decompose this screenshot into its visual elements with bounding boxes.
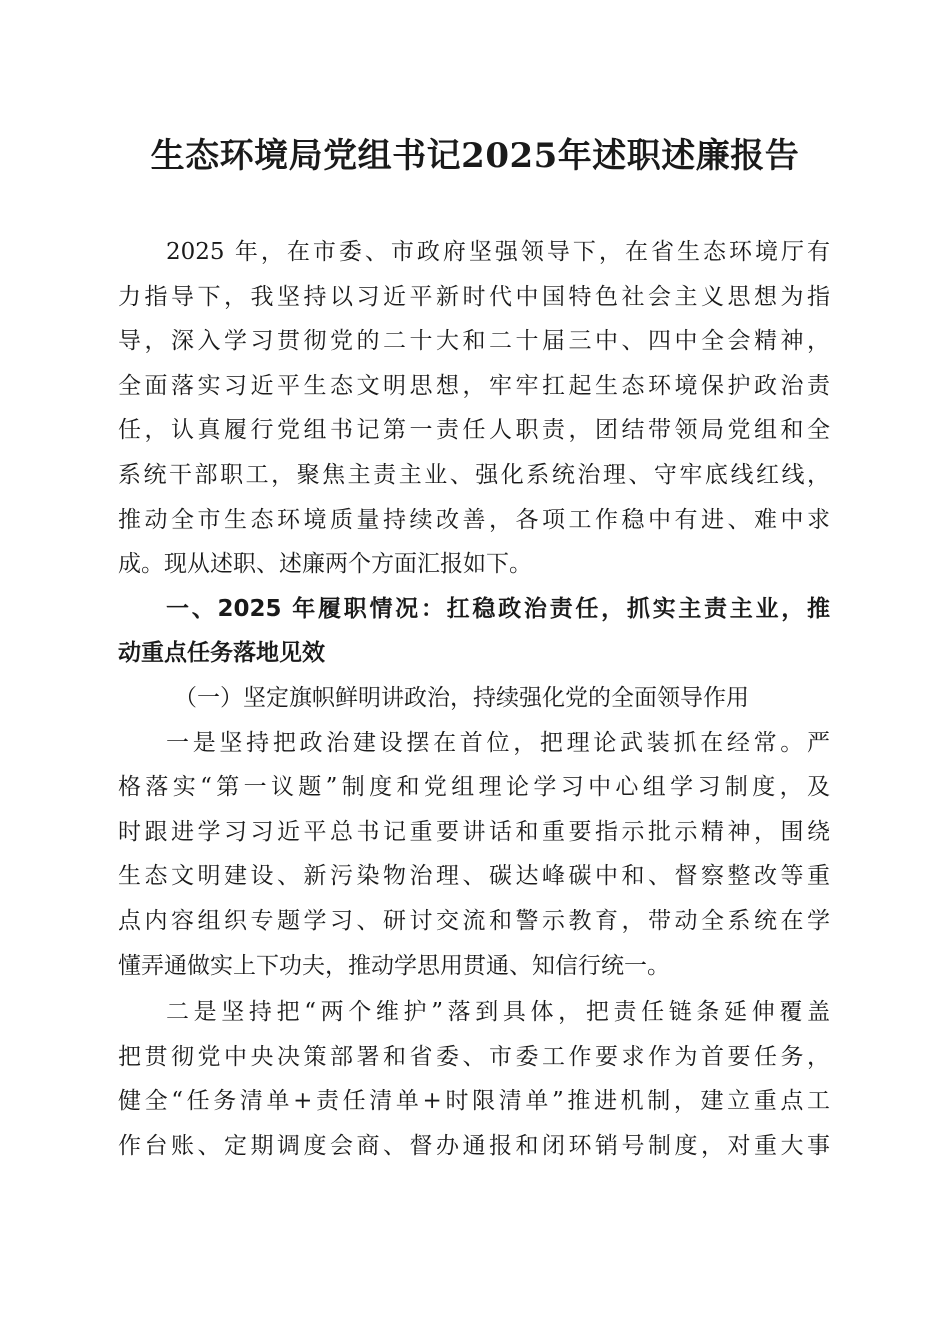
document-title: 生态环境局党组书记2025年述职述廉报告 [150,136,800,176]
paragraph-line: 系统干部职工，聚焦主责主业、强化系统治理、守牢底线红线， [118,461,830,488]
section-heading-line: 动重点任务落地见效 [118,640,325,667]
paragraph-line: 全面落实习近平生态文明思想，牢牢扛起生态环境保护政治责 [118,372,830,399]
paragraph-line: 导，深入学习贯彻党的二十大和二十届三中、四中全会精神， [118,328,830,355]
paragraph-line: 成。现从述职、述廉两个方面汇报如下。 [118,551,532,578]
paragraph-line: 推动全市生态环境质量持续改善，各项工作稳中有进、难中求 [118,506,830,533]
paragraph-line: 一是坚持把政治建设摆在首位，把理论武装抓在经常。严 [166,729,830,756]
paragraph-line: 点内容组织专题学习、研讨交流和警示教育，带动全系统在学 [118,907,830,934]
paragraph-line: 作台账、定期调度会商、督办通报和闭环销号制度，对重大事 [118,1132,830,1159]
subsection-heading: （一）坚定旗帜鲜明讲政治，持续强化党的全面领导作用 [174,684,749,711]
section-heading-line: 一、2025 年履职情况：扛稳政治责任，抓实主责主业，推 [166,595,830,622]
paragraph-line: 格落实“第一议题”制度和党组理论学习中心组学习制度，及 [118,774,830,801]
section-heading [118,587,830,676]
paragraph-line: 懂弄通做实上下功夫，推动学思用贯通、知信行统一。 [118,952,670,979]
paragraph-line: 任，认真履行党组书记第一责任人职责，团结带领局党组和全 [118,417,830,444]
paragraph-line: 2025 年，在市委、市政府坚强领导下，在省生态环境厅有 [166,239,830,265]
paragraph-line: 二是坚持把“两个维护”落到具体，把责任链条延伸覆盖 [166,999,830,1026]
document-body [118,230,830,1168]
paragraph-line: 力指导下，我坚持以习近平新时代中国特色社会主义思想为指 [118,283,830,310]
paragraph-2 [118,990,830,1168]
intro-paragraph [118,230,830,587]
paragraph-line: 把贯彻党中央决策部署和省委、市委工作要求作为首要任务， [118,1043,830,1070]
paragraph-line: 生态文明建设、新污染物治理、碳达峰碳中和、督察整改等重 [118,863,830,890]
paragraph-line: 时跟进学习习近平总书记重要讲话和重要指示批示精神，围绕 [118,818,830,845]
paragraph-line: 健全“任务清单+责任清单+时限清单”推进机制，建立重点工 [118,1088,830,1115]
paragraph-1 [118,721,830,989]
